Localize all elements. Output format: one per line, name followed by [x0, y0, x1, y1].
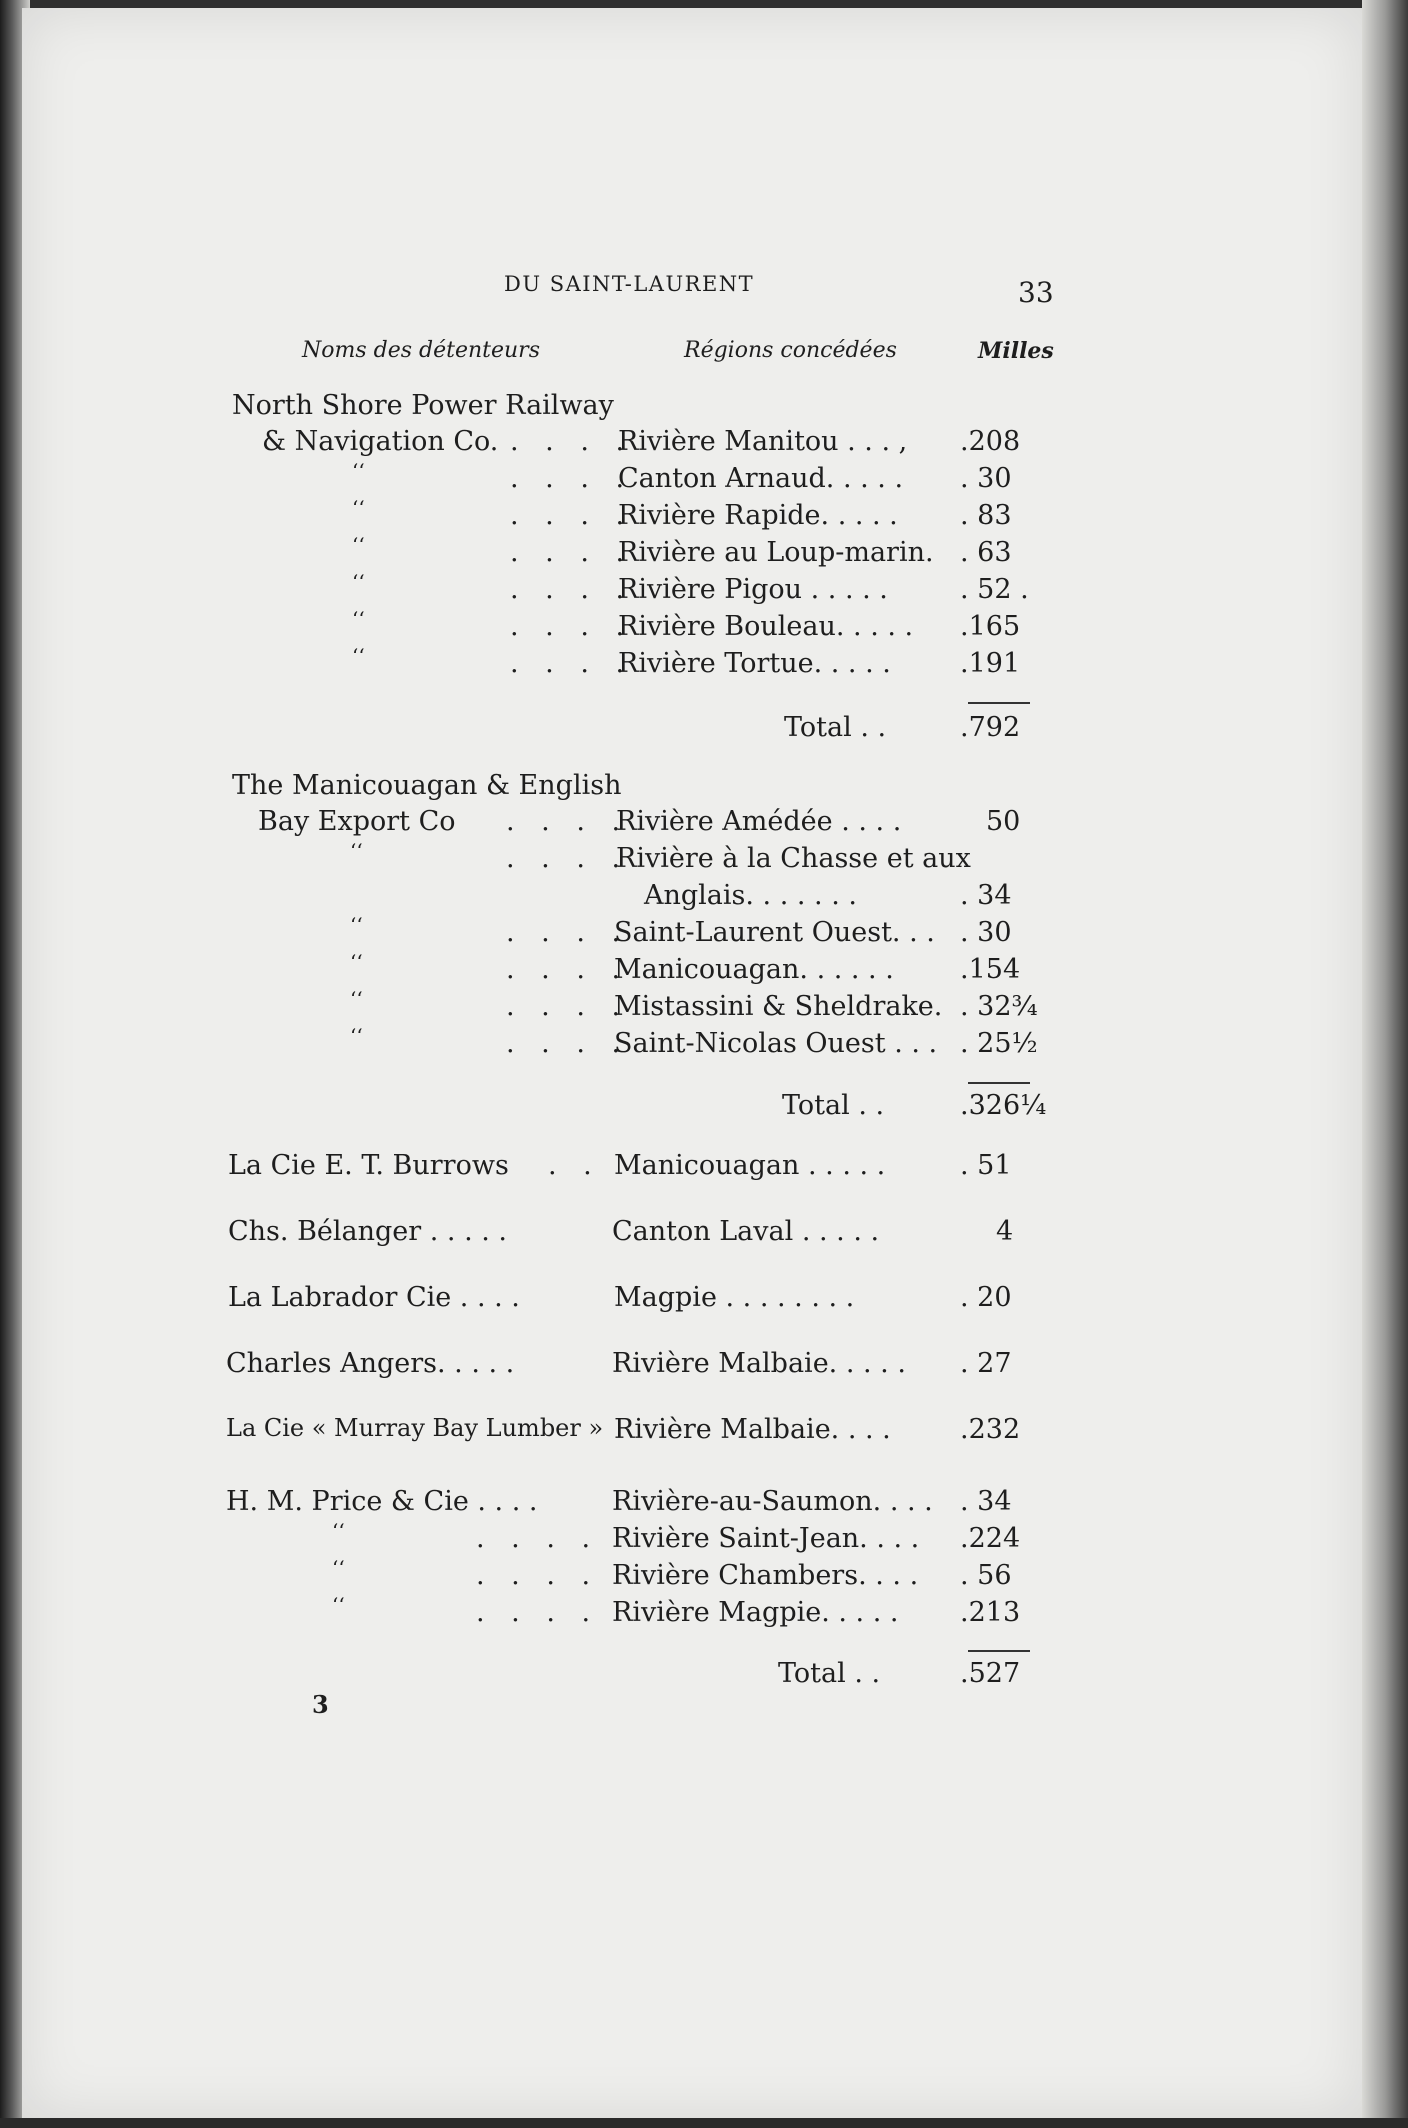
region-name: Saint-Nicolas Ouest . . . [614, 1028, 938, 1059]
total-row [0, 1658, 1408, 1694]
region-name: Rivière Chambers. . . . [612, 1560, 919, 1591]
region-name: Manicouagan. . . . . . [614, 954, 894, 985]
table-row [0, 1216, 1408, 1252]
holder-line [0, 390, 1408, 426]
column-heading-miles: Milles [978, 338, 1054, 364]
table-row [0, 806, 1408, 842]
page-number: 33 [1018, 276, 1054, 309]
region-name: Anglais. . . . . . . [644, 880, 857, 911]
miles-value: .191 [960, 648, 1021, 679]
ditto-mark: ‘‘ [350, 1024, 363, 1048]
ditto-mark: ‘‘ [332, 1519, 345, 1543]
holder-name: La Cie « Murray Bay Lumber » [226, 1414, 604, 1442]
ditto-mark: ‘‘ [352, 533, 365, 557]
miles-value: . 34 [960, 1486, 1012, 1517]
ditto-mark: ‘‘ [350, 913, 363, 937]
table-row [0, 1024, 1408, 1064]
region-name: Rivière Magpie. . . . . [612, 1597, 899, 1628]
leader-dots: . . . . [506, 917, 630, 948]
holder-name: Bay Export Co [258, 806, 456, 837]
miles-value: .224 [960, 1523, 1021, 1554]
leader-dots: . . . . [510, 574, 634, 605]
table-row [0, 1593, 1408, 1633]
total-label: Total . . [782, 1090, 885, 1121]
miles-value: . 20 [960, 1282, 1012, 1313]
leader-dots: . . . . [510, 537, 634, 568]
table-row [0, 1519, 1408, 1559]
region-name: Rivière Tortue. . . . . [618, 648, 891, 679]
region-name: Rivière Rapide. . . . . [618, 500, 898, 531]
table-row [0, 987, 1408, 1027]
ditto-mark: ‘‘ [332, 1593, 345, 1617]
table-row [0, 950, 1408, 990]
table-row [0, 533, 1408, 573]
leader-dots: . . . . [506, 806, 630, 837]
miles-value: .208 [960, 426, 1021, 457]
table-row [0, 1282, 1408, 1318]
miles-value: . 30 [960, 917, 1012, 948]
running-title: DU SAINT-LAURENT [504, 272, 755, 296]
region-name: Rivière au Loup-marin. [618, 537, 934, 568]
region-name: Mistassini & Sheldrake. [614, 991, 943, 1022]
holder-name: Charles Angers. . . . . [226, 1348, 515, 1379]
region-name: Rivière Malbaie. . . . [614, 1414, 891, 1445]
total-value: .326¼ [960, 1090, 1047, 1121]
region-name: Rivière Pigou . . . . . [618, 574, 888, 605]
miles-value: . 63 [960, 537, 1012, 568]
holder-name: Chs. Bélanger . . . . . [228, 1216, 508, 1247]
leader-dots: . . . . [506, 991, 630, 1022]
total-value: .792 [960, 712, 1021, 743]
leader-dots: . . . . [506, 954, 630, 985]
region-name: Canton Laval . . . . . [612, 1216, 880, 1247]
leader-dots: . . . . [476, 1560, 600, 1591]
column-heading-regions: Régions concédées [684, 338, 897, 363]
total-row [0, 712, 1408, 748]
table-row [0, 839, 1408, 879]
leader-dots: . . . . [476, 1597, 600, 1628]
region-name: Rivière Amédée . . . . [616, 806, 902, 837]
total-row [0, 1090, 1408, 1126]
table-row [0, 426, 1408, 462]
region-name: Rivière à la Chasse et aux [616, 843, 971, 874]
table-row [0, 570, 1408, 610]
ditto-mark: ‘‘ [350, 839, 363, 863]
miles-value: 4 [996, 1216, 1014, 1247]
region-name: Rivière Saint-Jean. . . . [612, 1523, 920, 1554]
region-name: Rivière-au-Saumon. . . . [612, 1486, 933, 1517]
miles-value: . 34 [960, 880, 1012, 911]
region-name: Saint-Laurent Ouest. . . [614, 917, 935, 948]
miles-value: .154 [960, 954, 1021, 985]
holder-name: La Cie E. T. Burrows [228, 1150, 509, 1181]
ditto-mark: ‘‘ [350, 950, 363, 974]
column-heading-holders: Noms des détenteurs [302, 338, 540, 363]
ditto-mark: ‘‘ [352, 607, 365, 631]
miles-value: . 56 [960, 1560, 1012, 1591]
holder-name: La Labrador Cie . . . . [228, 1282, 520, 1313]
signature-mark: 3 [312, 1690, 329, 1719]
leader-dots: . . . . [506, 1028, 630, 1059]
holder-line [0, 770, 1408, 806]
table-row [0, 1556, 1408, 1596]
total-label: Total . . [778, 1658, 881, 1689]
ditto-mark: ‘‘ [352, 459, 365, 483]
region-name: Rivière Malbaie. . . . . [612, 1348, 906, 1379]
page-edge [1362, 0, 1408, 2128]
table-row [0, 644, 1408, 684]
table-row [0, 496, 1408, 536]
total-rule [968, 702, 1030, 704]
table-row [0, 607, 1408, 647]
miles-value: . 27 [960, 1348, 1012, 1379]
miles-value: .213 [960, 1597, 1021, 1628]
region-name: Canton Arnaud. . . . . [618, 463, 904, 494]
ditto-mark: ‘‘ [350, 987, 363, 1011]
region-name: Manicouagan . . . . . [614, 1150, 886, 1181]
page-bottom-edge [0, 2118, 1408, 2128]
miles-value: .232 [960, 1414, 1021, 1445]
region-name: Magpie . . . . . . . . [614, 1282, 855, 1313]
ditto-mark: ‘‘ [332, 1556, 345, 1580]
ditto-mark: ‘‘ [352, 496, 365, 520]
miles-value: 50 [986, 806, 1021, 837]
leader-dots: . . . . [510, 463, 634, 494]
ditto-mark: ‘‘ [352, 644, 365, 668]
leader-dots: . . . . [476, 1523, 600, 1554]
holder-name: & Navigation Co. [262, 426, 499, 457]
holder-name: H. M. Price & Cie . . . . [226, 1486, 538, 1517]
leader-dots: . . . . [506, 843, 630, 874]
table-row [0, 459, 1408, 499]
table-row [0, 913, 1408, 953]
leader-dots: . . [548, 1150, 601, 1181]
holder-name: North Shore Power Railway [232, 390, 614, 421]
miles-value: .165 [960, 611, 1021, 642]
table-row [0, 1486, 1408, 1522]
miles-value: . 51 [960, 1150, 1012, 1181]
ditto-mark: ‘‘ [352, 570, 365, 594]
table-row [0, 1150, 1408, 1186]
region-name: Rivière Bouleau. . . . . [618, 611, 914, 642]
total-rule [968, 1650, 1030, 1652]
miles-value: . 52 . [960, 574, 1029, 605]
leader-dots: . . . . [510, 426, 634, 457]
miles-value: . 25½ [960, 1028, 1038, 1059]
table-row [0, 880, 1408, 916]
leader-dots: . . . . [510, 500, 634, 531]
total-value: .527 [960, 1658, 1021, 1689]
table-row [0, 1414, 1408, 1450]
miles-value: . 83 [960, 500, 1012, 531]
leader-dots: . . . . [510, 648, 634, 679]
table-row [0, 1348, 1408, 1384]
leader-dots: . . . . [510, 611, 634, 642]
total-label: Total . . [784, 712, 887, 743]
miles-value: . 32¾ [960, 991, 1038, 1022]
miles-value: . 30 [960, 463, 1012, 494]
region-name: Rivière Manitou . . . , [618, 426, 908, 457]
holder-name: The Manicouagan & English [232, 770, 622, 801]
total-rule [968, 1082, 1030, 1084]
